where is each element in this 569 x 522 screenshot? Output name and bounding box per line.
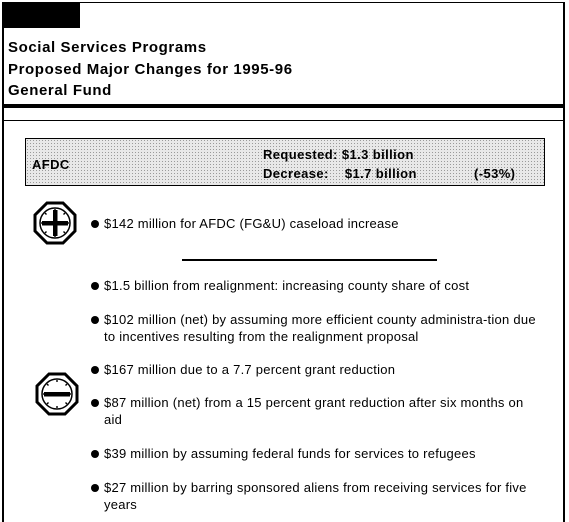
bullet-dot — [91, 316, 99, 324]
header-rule-thick — [2, 104, 565, 108]
header-tab — [2, 2, 80, 28]
requested-line — [263, 147, 414, 162]
program-name: AFDC — [32, 157, 70, 172]
bullet-dot — [91, 282, 99, 290]
bullet-dot — [91, 399, 99, 407]
list-item-text: $142 million for AFDC (FG&U) caseload increase — [104, 216, 399, 231]
title-line: Social Services Programs — [8, 39, 207, 56]
section-separator — [182, 259, 437, 261]
header-rule-thin — [2, 120, 565, 121]
list-item-text: $167 million due to a 7.7 percent grant reduction — [104, 362, 396, 377]
list-item — [91, 311, 541, 345]
title-line: General Fund — [8, 82, 112, 99]
title-line: Proposed Major Changes for 1995-96 — [8, 60, 293, 78]
decrease-percent: (-53%) — [474, 166, 516, 181]
list-item — [91, 215, 541, 232]
decrease-line — [263, 166, 417, 181]
bullet-dot — [91, 484, 99, 492]
list-item — [91, 277, 541, 294]
list-item — [91, 445, 541, 462]
decrease-value: $1.7 billion — [344, 166, 417, 181]
list-item — [91, 361, 541, 378]
plus-clock-icon — [33, 201, 77, 245]
list-item-text: $27 million by barring sponsored aliens from receiving services for five years — [104, 480, 527, 512]
list-item — [91, 394, 541, 428]
bullet-dot — [91, 366, 99, 374]
requested-label: Requested: — [263, 147, 338, 162]
minus-clock-icon — [35, 372, 79, 416]
list-item — [91, 479, 541, 513]
bullet-dot — [91, 450, 99, 458]
decrease-label: Decrease: — [263, 166, 329, 181]
program-banner — [25, 138, 545, 186]
list-item-text: $1.5 billion from realignment: increasing county share of cost — [104, 278, 470, 293]
page-title — [8, 37, 293, 102]
list-item-text: $102 million (net) by assuming more efficient county administra-tion due to incentives resulting from the realignment proposal — [104, 312, 536, 344]
requested-value: $1.3 billion — [341, 147, 414, 162]
list-item-text: $39 million by assuming federal funds for services to refugees — [104, 446, 476, 461]
bullet-dot — [91, 220, 99, 228]
list-item-text: $87 million (net) from a 15 percent grant reduction after six months on aid — [104, 395, 524, 427]
